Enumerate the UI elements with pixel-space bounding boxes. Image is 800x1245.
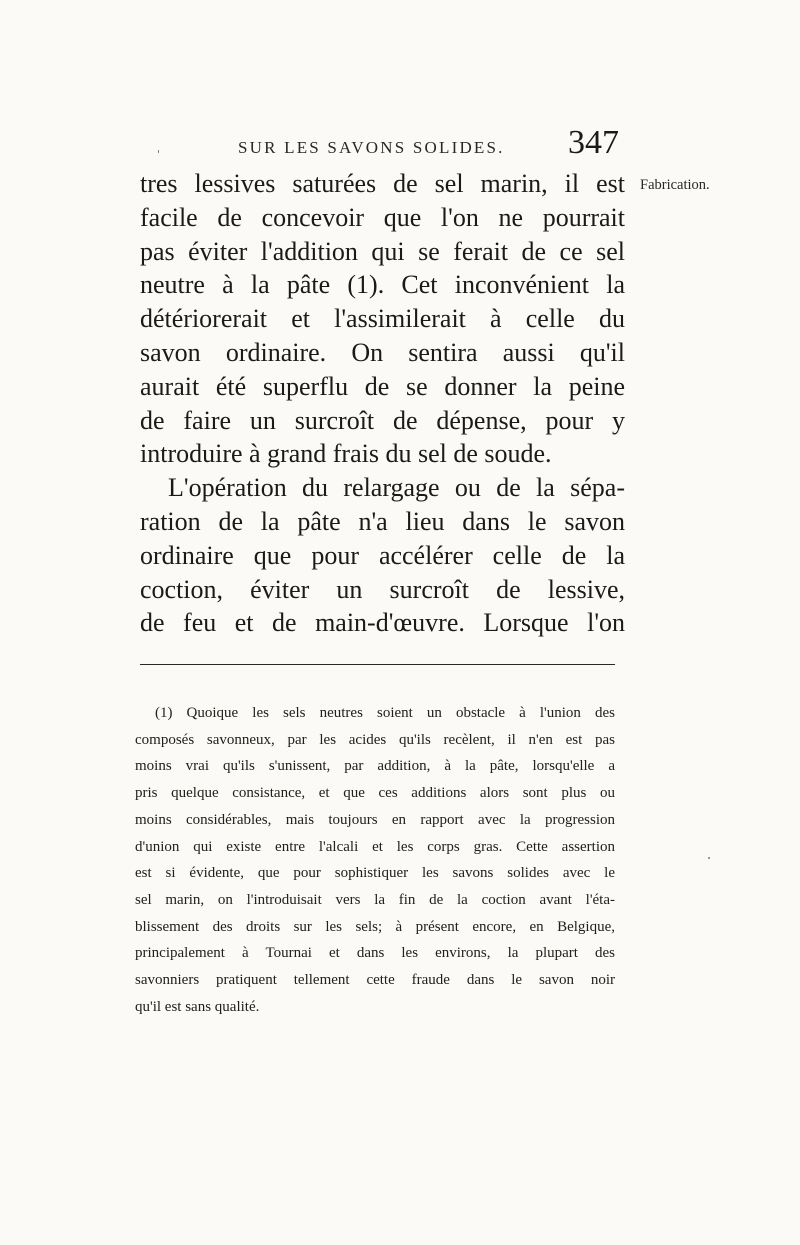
footnote-line: savonniers pratiquent tellement cette fraude dans le savon noir [135, 972, 615, 989]
body-line: savon ordinaire. On sentira aussi qu'il [140, 337, 625, 367]
footnote-line: d'union qui existe entre l'alcali et les corps gras. Cette assertion [135, 838, 615, 855]
footnote-line: moins considérables, mais toujours en rapport avec la progression [135, 811, 615, 828]
body-line: ordinaire que pour accélérer celle de la [140, 540, 625, 570]
body-line: pas éviter l'addition qui se ferait de ce sel [140, 236, 625, 266]
body-line: tres lessives saturées de sel marin, il est [140, 169, 625, 198]
page-number: 347 [568, 124, 619, 161]
footnote-rule [140, 664, 615, 665]
footnote-line: sel marin, on l'introduisait vers la fin de la coction avant l'éta- [135, 891, 615, 908]
body-line: de feu et de main-d'œuvre. Lorsque l'on [140, 608, 625, 638]
footnote-line: moins vrai qu'ils s'unissent, par addition, à la pâte, lorsqu'elle a [135, 758, 615, 775]
body-line: L'opération du relargage ou de la sépa- [168, 473, 625, 503]
body-line: neutre à la pâte (1). Cet inconvénient la [140, 270, 625, 300]
footnote-line: blissement des droits sur les sels; à présent encore, en Belgique, [135, 918, 615, 935]
footnote-line: composés savonneux, par les acides qu'ils recèlent, il n'en est pas [135, 731, 615, 748]
body-line: détériorerait et l'assimilerait à celle du [140, 304, 625, 334]
footnote-line: qu'il est sans qualité. [135, 998, 260, 1015]
footnote-line: pris quelque consistance, et que ces additions alors sont plus ou [135, 785, 615, 802]
footnote-line: est si évidente, que pour sophistiquer les savons solides avec le [135, 865, 615, 882]
body-line: facile de concevoir que l'on ne pourrait [140, 202, 625, 232]
body-line: aurait été superflu de se donner la peine [140, 371, 625, 401]
body-text [140, 167, 625, 640]
body-line: introduire à grand frais du sel de soude. [140, 439, 552, 469]
body-line: ration de la pâte n'a lieu dans le savon [140, 506, 625, 536]
paper-speck [158, 150, 159, 153]
running-title: SUR LES SAVONS SOLIDES. [238, 138, 505, 157]
footnote-line: (1) Quoique les sels neutres soient un obstacle à l'union des [155, 705, 615, 721]
body-line: coction, éviter un surcroît de lessive, [140, 574, 625, 604]
footnote-line: principalement à Tournai et dans les environs, la plupart des [135, 945, 615, 962]
footnote [135, 700, 615, 1020]
body-line: de faire un surcroît de dépense, pour y [140, 405, 625, 435]
margin-note: Fabrication. [640, 177, 710, 193]
paper-speck [708, 857, 710, 859]
